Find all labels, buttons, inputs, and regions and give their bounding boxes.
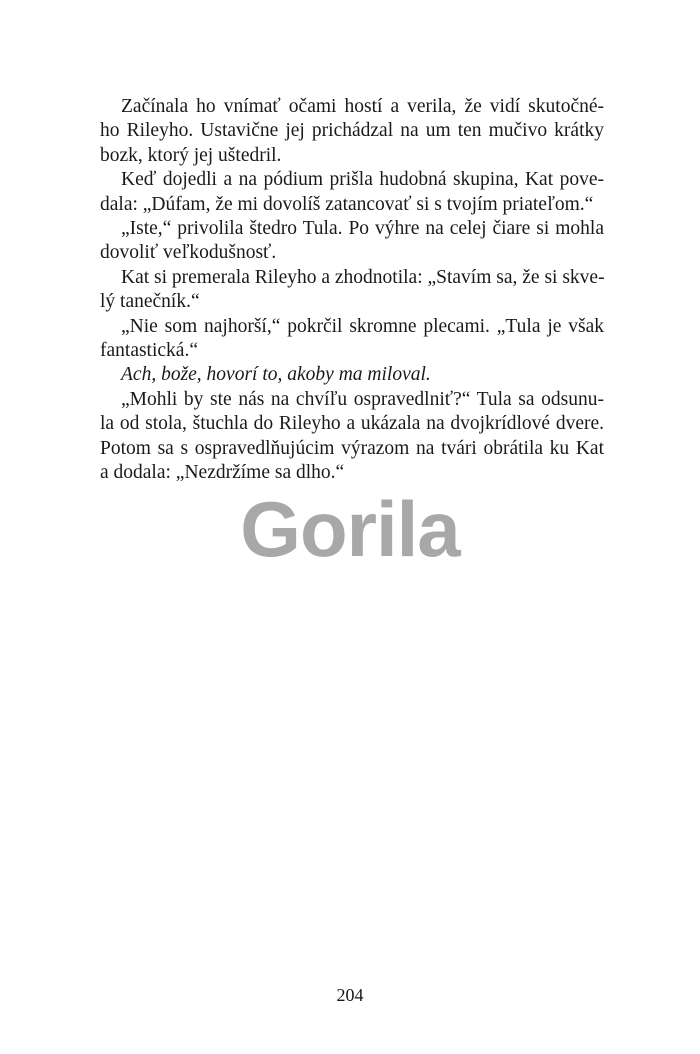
paragraph <box>100 363 604 387</box>
text-line: a dodala: „Nezdržíme sa dlho.“ <box>100 462 345 484</box>
paragraph <box>100 217 604 266</box>
paragraph <box>100 95 604 168</box>
watermark-logo: Gorila <box>240 485 460 573</box>
text-line: Keď dojedli a na pódium prišla hudobná skupina, Kat pove- <box>121 169 604 191</box>
text-line: „Iste,“ privolila štedro Tula. Po výhre na celej čiare si mohla <box>121 218 604 240</box>
text-line: „Nie som najhorší,“ pokrčil skromne plecami. „Tula je však <box>121 315 604 337</box>
text-line: „Mohli by ste nás na chvíľu ospravedlniť?“ Tula sa odsunu- <box>121 388 604 410</box>
text-line: Začínala ho vnímať očami hostí a verila, že vidí skutočné- <box>121 96 604 117</box>
text-line: Potom sa s ospravedlňujúcim výrazom na tvári obrátila ku Kat <box>100 437 604 459</box>
body-text <box>100 95 604 486</box>
page-number: 204 <box>336 985 364 1005</box>
paragraph <box>100 315 604 364</box>
paragraph <box>100 168 604 217</box>
text-line: ho Rileyho. Ustavične jej prichádzal na um ten mučivo krátky <box>100 120 604 142</box>
text-line: bozk, ktorý jej uštedril. <box>100 144 282 166</box>
paragraph <box>100 388 604 486</box>
text-line: fantastická.“ <box>100 340 198 362</box>
text-line: dovoliť veľkodušnosť. <box>100 242 277 264</box>
text-line: Kat si premerala Rileyho a zhodnotila: „Stavím sa, že si skve- <box>121 266 605 288</box>
text-line-italic: Ach, bože, hovorí to, akoby ma miloval. <box>121 364 431 386</box>
text-line: lý tanečník.“ <box>100 291 200 313</box>
text-line: dala: „Dúfam, že mi dovolíš zatancovať si s tvojím priateľom.“ <box>100 193 594 215</box>
paragraph <box>100 266 604 315</box>
text-line: la od stola, štuchla do Rileyho a ukázala na dvojkrídlové dvere. <box>100 413 604 435</box>
